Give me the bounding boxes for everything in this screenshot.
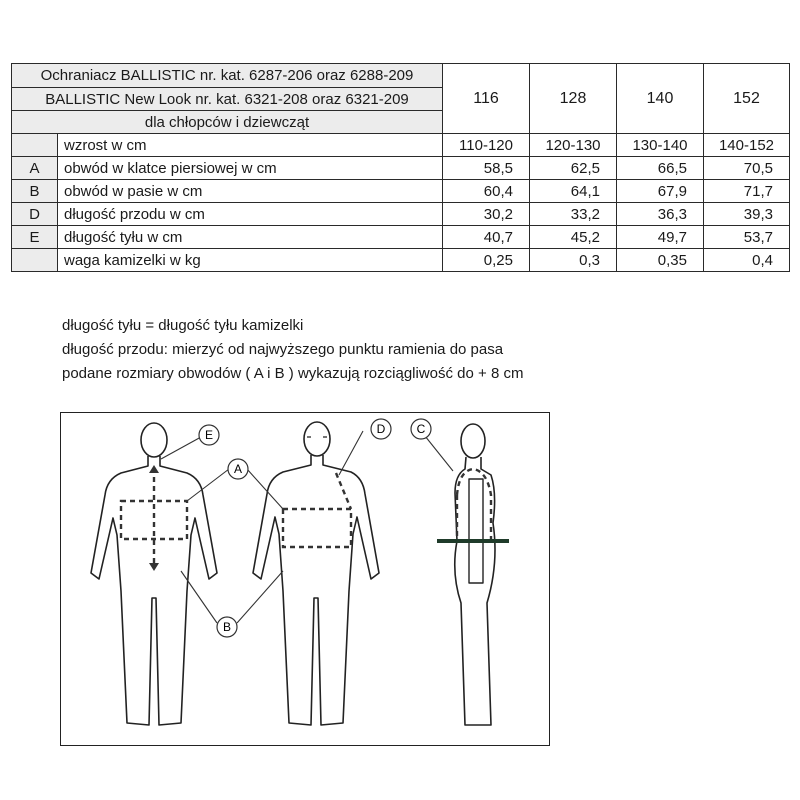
size-header-128: 128: [530, 64, 617, 134]
row-letter: [12, 249, 58, 272]
cell: 0,35: [617, 249, 704, 272]
table-row: [12, 134, 790, 157]
svg-text:B: B: [222, 620, 232, 634]
marker-b: [217, 617, 237, 637]
table-title-line-1: Ochraniacz BALLISTIC nr. kat. 6287-206 oraz 6288-209: [12, 64, 443, 88]
marker-a: [228, 459, 248, 479]
table-row: [12, 203, 790, 226]
note-back-length: długość tyłu = długość tyłu kamizelki: [62, 317, 304, 334]
measurement-lines: [121, 468, 491, 569]
row-label: długość przodu w cm: [58, 203, 443, 226]
row-letter: B: [12, 180, 58, 203]
cell: 53,7: [704, 226, 790, 249]
row-label: obwód w klatce piersiowej w cm: [58, 157, 443, 180]
cell: 39,3: [704, 203, 790, 226]
cell: 0,25: [443, 249, 530, 272]
cell: 66,5: [617, 157, 704, 180]
table-row: [12, 249, 790, 272]
cell: 110-120: [443, 134, 530, 157]
row-label: długość tyłu w cm: [58, 226, 443, 249]
note-stretch: podane rozmiary obwodów ( A i B ) wykazują rozciągliwość do + 8 cm: [62, 365, 524, 382]
table-row: [12, 180, 790, 203]
cell: 62,5: [530, 157, 617, 180]
svg-text:E: E: [204, 428, 214, 442]
notes: [62, 314, 523, 386]
measure-c-side: [457, 469, 491, 541]
cell: 67,9: [617, 180, 704, 203]
size-table: [11, 63, 790, 272]
measure-d-front-length: [336, 473, 351, 509]
size-header-116: 116: [443, 64, 530, 134]
cell: 64,1: [530, 180, 617, 203]
table-row: [12, 157, 790, 180]
cell: 70,5: [704, 157, 790, 180]
cell: 120-130: [530, 134, 617, 157]
cell: 140-152: [704, 134, 790, 157]
size-header-140: 140: [617, 64, 704, 134]
cell: 49,7: [617, 226, 704, 249]
cell: 40,7: [443, 226, 530, 249]
cell: 71,7: [704, 180, 790, 203]
cell: 45,2: [530, 226, 617, 249]
row-letter: D: [12, 203, 58, 226]
cell: 58,5: [443, 157, 530, 180]
table-title-line-3: dla chłopców i dziewcząt: [12, 111, 443, 134]
svg-text:C: C: [416, 422, 426, 436]
cell: 36,3: [617, 203, 704, 226]
cell: 60,4: [443, 180, 530, 203]
marker-c: [411, 419, 431, 439]
table-title-line-2: BALLISTIC New Look nr. kat. 6321-208 oraz 6321-209: [12, 88, 443, 111]
row-label: wzrost w cm: [58, 134, 443, 157]
marker-e: [199, 425, 219, 445]
size-header-152: 152: [704, 64, 790, 134]
svg-text:A: A: [233, 462, 243, 476]
cell: 130-140: [617, 134, 704, 157]
note-front-length: długość przodu: mierzyć od najwyższego punktu ramienia do pasa: [62, 341, 504, 358]
figure-side-outline: [455, 424, 495, 725]
table-row: [12, 226, 790, 249]
measurement-figure: [60, 412, 550, 746]
row-letter: [12, 134, 58, 157]
figure-front-outline: [253, 422, 379, 725]
markers: [199, 419, 431, 637]
row-label: obwód w pasie w cm: [58, 180, 443, 203]
body-diagram: [61, 413, 549, 745]
measure-a-chest-front: [283, 509, 351, 547]
cell: 30,2: [443, 203, 530, 226]
row-label: waga kamizelki w kg: [58, 249, 443, 272]
svg-text:D: D: [376, 422, 386, 436]
cell: 0,3: [530, 249, 617, 272]
cell: 33,2: [530, 203, 617, 226]
cell: 0,4: [704, 249, 790, 272]
marker-d: [371, 419, 391, 439]
row-letter: A: [12, 157, 58, 180]
row-letter: E: [12, 226, 58, 249]
